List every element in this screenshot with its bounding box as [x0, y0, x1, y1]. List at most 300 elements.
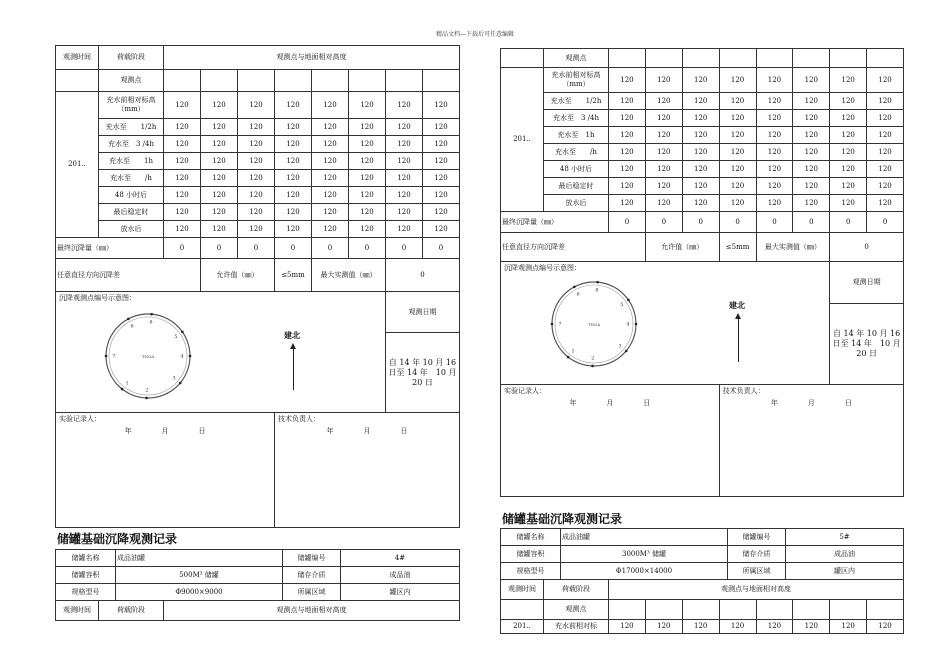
data-row	[56, 187, 460, 204]
value-cell: 120	[349, 221, 386, 238]
value-cell: 0	[275, 238, 312, 259]
settlement-point-marker	[596, 281, 599, 284]
day-label: 日	[198, 426, 206, 435]
obs-time-header: 观测时间	[56, 601, 99, 621]
data-row	[56, 204, 460, 221]
value-cell: 120	[201, 119, 238, 136]
value-cell: 120	[756, 195, 793, 212]
value-cell: 120	[609, 93, 646, 110]
allow-value: ≤5mm	[719, 233, 756, 262]
tank-name-label: 储罐名称	[56, 550, 116, 567]
month-label: 月	[807, 398, 815, 407]
value-cell: 120	[349, 119, 386, 136]
value-cell: 120	[423, 136, 460, 153]
row-label: 最后稳定时	[544, 178, 609, 195]
point-cell	[645, 49, 682, 68]
value-cell: 0	[645, 212, 682, 233]
value-cell: 120	[719, 93, 756, 110]
value-cell: 120	[793, 161, 830, 178]
value-cell: 120	[238, 153, 275, 170]
settlement-point-marker	[150, 313, 153, 316]
capacity-label: 储罐容积	[501, 546, 561, 563]
obs-point-label: 观测点	[544, 600, 609, 620]
circle-center-text: TNGA	[141, 354, 155, 359]
value-cell: 120	[719, 144, 756, 161]
settlement-point-marker	[189, 355, 192, 358]
value-cell: 120	[830, 110, 867, 127]
capacity-value: 500M³ 储罐	[116, 567, 283, 584]
diagram-cell	[501, 262, 830, 385]
value-cell: 120	[830, 195, 867, 212]
point-cell	[793, 49, 830, 68]
point-cell	[867, 49, 904, 68]
row-label: 放水后	[99, 221, 164, 238]
settlement-point-marker	[625, 350, 628, 353]
recorder-label: 实验记录人：	[504, 387, 546, 395]
value-cell: 120	[719, 68, 756, 93]
date-range: 自 14 年 10 月 16 日至 14 年 10 月 20 日	[386, 333, 460, 413]
point-cell	[609, 49, 646, 68]
settlement-point-number: 7	[558, 321, 562, 328]
date-cell: 201..	[501, 620, 544, 634]
value-cell: 0	[312, 238, 349, 259]
value-cell: 120	[609, 144, 646, 161]
value-cell: 120	[682, 178, 719, 195]
value-cell: 120	[201, 136, 238, 153]
value-cell: 120	[423, 187, 460, 204]
row-label: 充水前相对标	[544, 620, 609, 634]
value-cell: 120	[756, 93, 793, 110]
value-cell: 120	[867, 68, 904, 93]
value-cell: 120	[830, 144, 867, 161]
point-cell	[719, 600, 756, 620]
allow-label: 允许值（㎜）	[201, 259, 275, 292]
medium-label: 储存介质	[283, 567, 341, 584]
value-cell: 120	[645, 144, 682, 161]
value-cell: 120	[423, 170, 460, 187]
month-label: 月	[161, 426, 169, 435]
value-cell: 120	[830, 127, 867, 144]
tank-no-label: 储罐编号	[283, 550, 341, 567]
point-cell	[609, 600, 646, 620]
final-settlement-row	[56, 238, 460, 259]
settlement-point-number: 3	[618, 343, 622, 350]
document-header-note: 精品文档---下载后可任意编辑	[435, 31, 515, 38]
value-cell: 120	[238, 204, 275, 221]
value-cell: 120	[682, 93, 719, 110]
load-stage-header: 荷载阶段	[99, 46, 164, 70]
value-cell: 120	[275, 119, 312, 136]
blank-cell	[501, 49, 544, 68]
value-cell: 0	[793, 212, 830, 233]
value-cell: 120	[682, 127, 719, 144]
diameter-diff-label: 任意直径方向沉降差	[501, 233, 646, 262]
recorder-label: 实验记录人：	[59, 415, 101, 423]
value-cell: 120	[349, 92, 386, 119]
row-label: 48 小时后	[99, 187, 164, 204]
value-cell: 120	[645, 161, 682, 178]
point-cell	[682, 600, 719, 620]
value-cell: 120	[645, 195, 682, 212]
value-cell: 120	[164, 153, 201, 170]
tank-name-value: 成品油罐	[116, 550, 283, 567]
value-cell: 120	[275, 92, 312, 119]
recorder-date	[59, 427, 271, 436]
tech-lead-label: 技术负责人：	[722, 387, 765, 395]
point-cell	[423, 70, 460, 92]
north-arrow-icon	[738, 318, 739, 362]
value-cell: 0	[682, 212, 719, 233]
final-settlement-label: 最终沉降量（㎜）	[56, 238, 164, 259]
data-row	[501, 144, 904, 161]
row-label: 充水至 /h	[544, 144, 609, 161]
value-cell: 120	[719, 195, 756, 212]
area-label: 所属区域	[728, 563, 786, 580]
value-cell: 120	[238, 187, 275, 204]
allow-value: ≤5mm	[275, 259, 312, 292]
spec-label: 规格型号	[501, 563, 561, 580]
value-cell: 120	[793, 127, 830, 144]
value-cell: 0	[238, 238, 275, 259]
value-cell: 120	[201, 221, 238, 238]
value-cell: 0	[201, 238, 238, 259]
value-cell: 0	[164, 238, 201, 259]
data-row	[56, 92, 460, 119]
north-arrow-icon	[293, 348, 294, 390]
point-cell	[756, 49, 793, 68]
value-cell: 120	[756, 178, 793, 195]
value-cell: 120	[275, 221, 312, 238]
point-cell	[719, 49, 756, 68]
settlement-point-number: 8	[595, 287, 599, 294]
value-cell: 120	[609, 195, 646, 212]
value-cell: 120	[756, 110, 793, 127]
value-cell: 120	[609, 68, 646, 93]
point-cell	[275, 70, 312, 92]
value-cell: 120	[793, 110, 830, 127]
point-cell	[756, 600, 793, 620]
value-cell: 120	[386, 153, 423, 170]
tank-name-value: 成品油罐	[561, 529, 728, 546]
area-value: 罐区内	[786, 563, 904, 580]
settlement-point-number: 7	[112, 353, 116, 360]
tank-no-label: 储罐编号	[728, 529, 786, 546]
value-cell: 120	[386, 187, 423, 204]
spec-value: Φ17000×14000	[561, 563, 728, 580]
date-cell: 201..	[501, 68, 544, 212]
north-label: 建北	[729, 300, 745, 310]
value-cell: 120	[609, 178, 646, 195]
max-measured-label: 最大实测值（㎜）	[756, 233, 830, 262]
recorder-date	[504, 399, 716, 408]
allow-label: 允许值（㎜）	[645, 233, 719, 262]
value-cell: 120	[645, 110, 682, 127]
max-measured-value: 0	[830, 233, 904, 262]
tank-no-value: 5#	[786, 529, 904, 546]
value-cell: 120	[423, 221, 460, 238]
final-settlement-label: 最终沉降量（㎜）	[501, 212, 609, 233]
point-cell	[645, 600, 682, 620]
value-cell: 120	[275, 170, 312, 187]
value-cell: 120	[793, 93, 830, 110]
left-data-rows	[56, 92, 460, 238]
capacity-label: 储罐容积	[56, 567, 116, 584]
left-tank-info-table	[55, 549, 460, 621]
value-cell: 120	[756, 161, 793, 178]
point-cell	[386, 70, 423, 92]
value-cell: 120	[423, 92, 460, 119]
settlement-point-marker	[121, 388, 124, 391]
value-cell: 120	[349, 136, 386, 153]
value-cell: 120	[312, 136, 349, 153]
tech-lead-cell	[275, 413, 460, 528]
value-cell: 120	[201, 153, 238, 170]
value-cell: 120	[238, 170, 275, 187]
value-cell: 120	[793, 68, 830, 93]
point-cell	[238, 70, 275, 92]
value-cell: 120	[275, 204, 312, 221]
right-observation-table	[500, 48, 904, 497]
value-cell: 120	[312, 204, 349, 221]
value-cell: 120	[349, 204, 386, 221]
value-cell: 120	[756, 620, 793, 634]
value-cell: 120	[238, 92, 275, 119]
value-cell: 120	[423, 153, 460, 170]
value-cell: 120	[609, 161, 646, 178]
value-cell: 120	[609, 620, 646, 634]
capacity-value: 3000M³ 储罐	[561, 546, 728, 563]
row-label: 48 小时后	[544, 161, 609, 178]
value-cell: 120	[312, 119, 349, 136]
year-label: 年	[569, 398, 577, 407]
tech-lead-date	[723, 399, 900, 408]
day-label: 日	[643, 398, 651, 407]
settlement-point-marker	[181, 331, 184, 334]
value-cell: 120	[312, 187, 349, 204]
north-label: 建北	[284, 330, 300, 340]
value-cell: 0	[386, 238, 423, 259]
value-cell: 120	[201, 170, 238, 187]
value-cell: 0	[867, 212, 904, 233]
medium-label: 储存介质	[728, 546, 786, 563]
value-cell: 120	[164, 187, 201, 204]
tech-lead-cell	[719, 385, 903, 497]
value-cell: 120	[867, 144, 904, 161]
spec-value: Φ9000×9000	[116, 584, 283, 601]
settlement-point-circle-diagram	[544, 274, 644, 374]
value-cell: 120	[164, 221, 201, 238]
point-cell	[793, 600, 830, 620]
value-cell: 120	[756, 144, 793, 161]
obs-point-label: 观测点	[99, 70, 164, 92]
value-cell: 120	[201, 187, 238, 204]
value-cell: 120	[645, 68, 682, 93]
value-cell: 120	[238, 119, 275, 136]
value-cell: 120	[609, 127, 646, 144]
value-cell: 120	[682, 68, 719, 93]
data-row	[501, 127, 904, 144]
value-cell: 120	[164, 119, 201, 136]
spec-label: 规格型号	[56, 584, 116, 601]
blank-cell	[56, 70, 99, 92]
value-cell: 120	[275, 153, 312, 170]
value-cell: 0	[756, 212, 793, 233]
date-cell: 201..	[56, 92, 99, 238]
value-cell: 120	[312, 92, 349, 119]
value-cell: 120	[201, 204, 238, 221]
settlement-point-number: 1	[125, 380, 129, 387]
settlement-point-number: 2	[591, 355, 595, 362]
settlement-point-marker	[179, 382, 182, 385]
row-label: 充水至 /h	[99, 170, 164, 187]
value-cell: 120	[719, 161, 756, 178]
value-cell: 120	[386, 204, 423, 221]
value-cell: 120	[386, 119, 423, 136]
settlement-point-number: 8	[149, 319, 153, 326]
settlement-point-number: 5	[620, 301, 624, 308]
point-cell	[867, 600, 904, 620]
value-cell: 120	[682, 110, 719, 127]
diagram-cell	[56, 292, 386, 413]
value-cell: 120	[867, 127, 904, 144]
load-stage-header: 荷载阶段	[99, 601, 164, 621]
medium-value: 成品油	[341, 567, 460, 584]
value-cell: 120	[830, 93, 867, 110]
data-row	[56, 119, 460, 136]
right-data-rows	[501, 68, 904, 212]
settlement-point-marker	[105, 355, 108, 358]
value-cell: 120	[386, 92, 423, 119]
obs-time-header: 观测时间	[501, 580, 544, 600]
settlement-point-number: 5	[174, 333, 178, 340]
obs-date-label: 观测日期	[830, 262, 904, 304]
point-cell	[201, 70, 238, 92]
point-cell	[349, 70, 386, 92]
value-cell: 120	[238, 221, 275, 238]
row-label: 最后稳定时	[99, 204, 164, 221]
value-cell: 120	[867, 620, 904, 634]
row-label: 充水至 1h	[99, 153, 164, 170]
value-cell: 120	[164, 170, 201, 187]
value-cell: 120	[645, 178, 682, 195]
tank-name-label: 储罐名称	[501, 529, 561, 546]
final-settlement-row	[501, 212, 904, 233]
value-cell: 120	[645, 620, 682, 634]
data-row	[56, 136, 460, 153]
value-cell: 120	[312, 170, 349, 187]
settlement-point-circle-diagram	[98, 306, 198, 406]
row-label: 充水至 1/2h	[99, 119, 164, 136]
value-cell: 120	[312, 153, 349, 170]
value-cell: 120	[275, 136, 312, 153]
month-label: 月	[363, 426, 371, 435]
year-label: 年	[326, 426, 334, 435]
row-label: 充水前相对标高（mm）	[544, 68, 609, 93]
value-cell: 120	[793, 178, 830, 195]
value-cell: 120	[793, 620, 830, 634]
settlement-point-marker	[627, 299, 630, 302]
max-measured-value: 0	[386, 259, 460, 292]
value-cell: 120	[645, 93, 682, 110]
height-header: 观测点与地面相对高度	[164, 46, 460, 70]
tech-lead-date	[278, 427, 456, 436]
value-cell: 120	[238, 136, 275, 153]
value-cell: 120	[201, 92, 238, 119]
value-cell: 120	[719, 127, 756, 144]
value-cell: 120	[756, 127, 793, 144]
value-cell: 120	[682, 620, 719, 634]
data-row	[501, 93, 904, 110]
year-label: 年	[770, 398, 778, 407]
value-cell: 120	[349, 187, 386, 204]
value-cell: 120	[312, 221, 349, 238]
bottom-data-row	[501, 620, 904, 634]
row-label: 充水至 3 /4h	[99, 136, 164, 153]
value-cell: 120	[164, 204, 201, 221]
value-cell: 0	[423, 238, 460, 259]
left-record-title: 储罐基础沉降观测记录	[57, 532, 178, 546]
settlement-point-number: 1	[571, 348, 575, 355]
point-cell	[682, 49, 719, 68]
obs-date-label: 观测日期	[386, 292, 460, 333]
settlement-point-marker	[145, 397, 148, 400]
data-row	[56, 221, 460, 238]
value-cell: 120	[386, 136, 423, 153]
recorder-cell	[56, 413, 275, 528]
medium-value: 成品油	[786, 546, 904, 563]
data-row	[501, 68, 904, 93]
value-cell: 120	[682, 161, 719, 178]
value-cell: 120	[164, 92, 201, 119]
point-cell	[312, 70, 349, 92]
settlement-point-marker	[127, 318, 130, 321]
value-cell: 120	[830, 178, 867, 195]
settlement-point-number: 2	[145, 387, 149, 394]
value-cell: 120	[349, 153, 386, 170]
value-cell: 0	[830, 212, 867, 233]
right-record-title: 储罐基础沉降观测记录	[502, 512, 623, 526]
tank-no-value: 4#	[341, 550, 460, 567]
obs-time-header: 观测时间	[56, 46, 99, 70]
row-label: 充水至 3 /4h	[544, 110, 609, 127]
value-cell: 120	[386, 170, 423, 187]
day-label: 日	[844, 398, 852, 407]
data-row	[501, 161, 904, 178]
settlement-point-marker	[551, 323, 554, 326]
diameter-diff-label: 任意直径方向沉降差	[56, 259, 201, 292]
data-row	[501, 178, 904, 195]
height-header: 观测点与地面相对高度	[164, 601, 460, 621]
blank-cell	[501, 600, 544, 620]
value-cell: 120	[867, 178, 904, 195]
point-cell	[830, 49, 867, 68]
settlement-point-number: 4	[180, 353, 184, 360]
value-cell: 120	[830, 68, 867, 93]
value-cell: 120	[386, 221, 423, 238]
data-row	[501, 195, 904, 212]
value-cell: 120	[164, 136, 201, 153]
diagram-label: 沉降观测点编号示意图：	[504, 264, 581, 272]
value-cell: 0	[609, 212, 646, 233]
max-measured-label: 最大实测值（㎜）	[312, 259, 386, 292]
value-cell: 120	[793, 144, 830, 161]
value-cell: 0	[349, 238, 386, 259]
data-row	[56, 153, 460, 170]
value-cell: 120	[682, 144, 719, 161]
data-row	[56, 170, 460, 187]
row-label: 充水至 1/2h	[544, 93, 609, 110]
value-cell: 120	[793, 195, 830, 212]
